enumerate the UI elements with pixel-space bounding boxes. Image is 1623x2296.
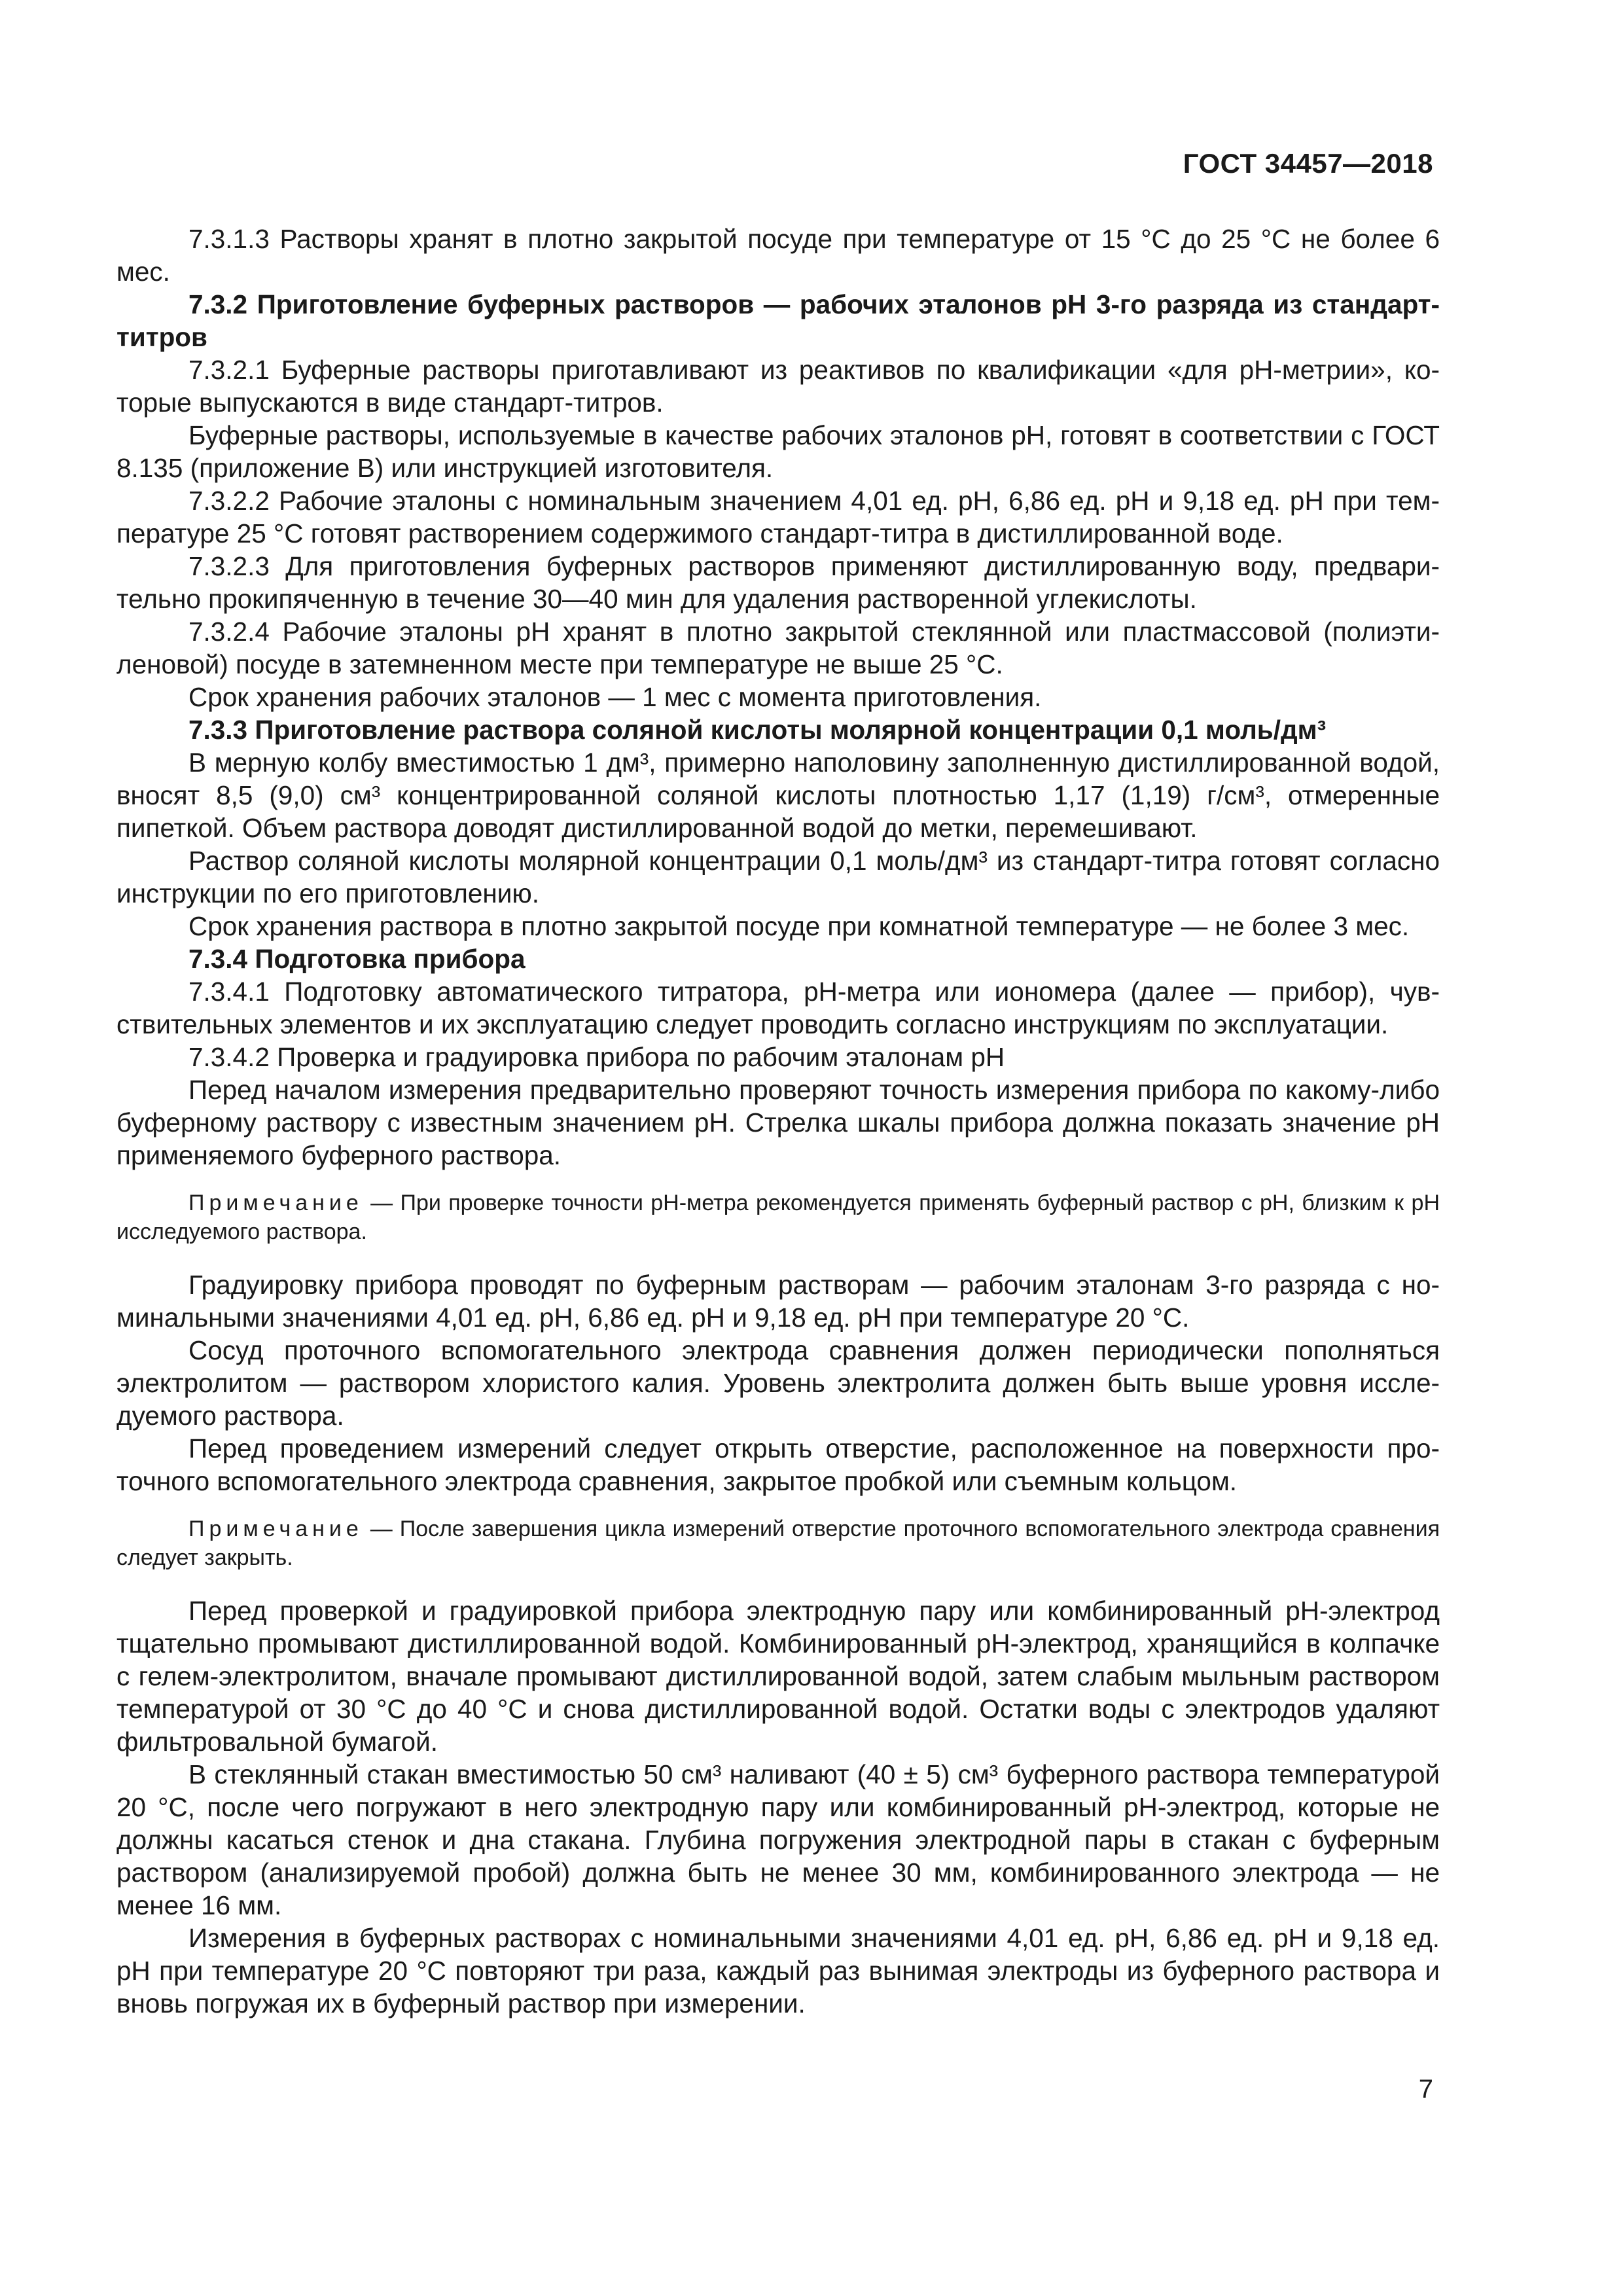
paragraph-7-3-4-2: 7.3.4.2 Проверка и градуировка прибора по рабочим эталонам рН <box>188 1042 1005 1072</box>
standard-header: ГОСТ 34457—2018 <box>1183 148 1433 179</box>
heading-7-3-4: 7.3.4 Подготовка прибора <box>188 944 526 974</box>
note-label: Примечание <box>188 1516 363 1541</box>
paragraph-buffer-solutions: Буферные растворы, используемые в качестве рабочих эталонов рН, готовят в соответствии с ГОСТ 8.135 (приложение В) или инструкцией изготовителя. <box>116 420 1440 483</box>
note-text: — При проверке точности рН-метра рекомендуется применять буферный раствор с рН, близким к рН исследуемого раствора. <box>116 1191 1440 1244</box>
paragraph-7-3-2-3: 7.3.2.3 Для приготовления буферных растворов применяют дистиллированную воду, предварительно прокипяченную в течение 30—40 мин для удаления растворенной углекислоты. <box>116 551 1440 614</box>
paragraph-7-3-2-1: 7.3.2.1 Буферные растворы приготавливают из реактивов по квалификации «для рН-метрии», которые выпускаются в виде стандарт-титров. <box>116 355 1440 418</box>
paragraph-storage-term: Срок хранения рабочих эталонов — 1 мес с момента приготовления. <box>188 682 1042 712</box>
paragraph-electrode-rinse: Перед проверкой и градуировкой прибора электродную пару или комбинированный рН-электрод тщательно промывают дистиллированной водой. Комбинированный рН-электрод, хранящийся в колпачке с гелем-электролитом, вначале промывают дистиллированной водой, затем слабым мыльным раствором температурой от 30 °С до 40 °С и снова дистиллированной водой. Остатки воды с электродов удаляют фильтровальной бумагой. <box>116 1596 1440 1757</box>
document-body <box>116 223 1440 2020</box>
note-text: — После завершения цикла измерений отверстие проточного вспомогательного электрода сравнения следует закрыть. <box>116 1516 1440 1570</box>
paragraph-measurements: Измерения в буферных растворах с номинальными значениями 4,01 ед. рН, 6,86 ед. рН и 9,18 ед. рН при температуре 20 °С повторяют три раза, каждый раз вынимая электроды из буферного раствора и вновь погружая их в буферный раствор при измерении. <box>116 1923 1440 2018</box>
paragraph-accuracy-check: Перед началом измерения предварительно проверяют точность измерения прибора по какому-либо буферному раствору с известным значением рН. Стрелка шкалы прибора должна показать значение рН применяемого буферного раствора. <box>116 1075 1440 1170</box>
paragraph-glass-beaker: В стеклянный стакан вместимостью 50 см³ наливают (40 ± 5) см³ буферного раствора температурой 20 °С, после чего погружают в него электродную пару или комбинированный рН-электрод, которые не должны касаться стенок и дна стакана. Глубина погружения электродной пары в стакан с буферным раствором (анализируемой пробой) должна быть не менее 30 мм, комбинированного электрода — не менее 16 мм. <box>116 1759 1440 1920</box>
note-1 <box>116 1189 1440 1246</box>
paragraph-calibration: Градуировку прибора проводят по буферным растворам — рабочим эталонам 3-го разряда с номинальными значениями 4,01 ед. рН, 6,86 ед. рН и 9,18 ед. рН при температуре 20 °С. <box>116 1270 1440 1333</box>
note-label: Примечание <box>188 1191 363 1215</box>
note-2 <box>116 1515 1440 1572</box>
paragraph-7-3-2-2: 7.3.2.2 Рабочие эталоны с номинальным значением 4,01 ед. рН, 6,86 ед. рН и 9,18 ед. рН при температуре 25 °С готовят растворением содержимого стандарт-титра в дистиллированной воде. <box>116 486 1440 548</box>
paragraph-flask: В мерную колбу вместимостью 1 дм³, примерно наполовину заполненную дистиллированной водой, вносят 8,5 (9,0) см³ концентрированной соляной кислоты плотностью 1,17 (1,19) г/см³, отмеренные пипеткой. Объем раствора доводят дистиллированной водой до метки, перемешивают. <box>116 747 1440 843</box>
paragraph-hcl-storage: Срок хранения раствора в плотно закрытой посуде при комнатной температуре — не более 3 мес. <box>188 911 1410 941</box>
paragraph-7-3-4-1: 7.3.4.1 Подготовку автоматического титратора, рН-метра или иономера (далее — прибор), чувствительных элементов и их эксплуатацию следует проводить согласно инструкциям по эксплуатации. <box>116 977 1440 1039</box>
paragraph-reference-electrode: Сосуд проточного вспомогательного электрода сравнения должен периодически пополняться электролитом — раствором хлористого калия. Уровень электролита должен быть выше уровня исследуемого раствора. <box>116 1335 1440 1431</box>
paragraph-hcl-standard: Раствор соляной кислоты молярной концентрации 0,1 моль/дм³ из стандарт-титра готовят согласно инструкции по его приготовлению. <box>116 846 1440 908</box>
paragraph-7-3-2-4: 7.3.2.4 Рабочие эталоны рН хранят в плотно закрытой стеклянной или пластмассовой (полиэтиленовой) посуде в затемненном месте при температуре не выше 25 °С. <box>116 617 1440 679</box>
heading-7-3-3: 7.3.3 Приготовление раствора соляной кислоты молярной концентрации 0,1 моль/дм³ <box>188 715 1327 745</box>
paragraph-open-hole: Перед проведением измерений следует открыть отверстие, расположенное на поверхности проточного вспомогательного электрода сравнения, закрытое пробкой или съемным кольцом. <box>116 1433 1440 1496</box>
heading-7-3-2: 7.3.2 Приготовление буферных растворов — рабочих эталонов рН 3-го разряда из стандарт-титров <box>116 289 1440 352</box>
paragraph-7-3-1-3: 7.3.1.3 Растворы хранят в плотно закрытой посуде при температуре от 15 °С до 25 °С не более 6 мес. <box>116 224 1440 287</box>
page-number: 7 <box>1418 2075 1433 2104</box>
